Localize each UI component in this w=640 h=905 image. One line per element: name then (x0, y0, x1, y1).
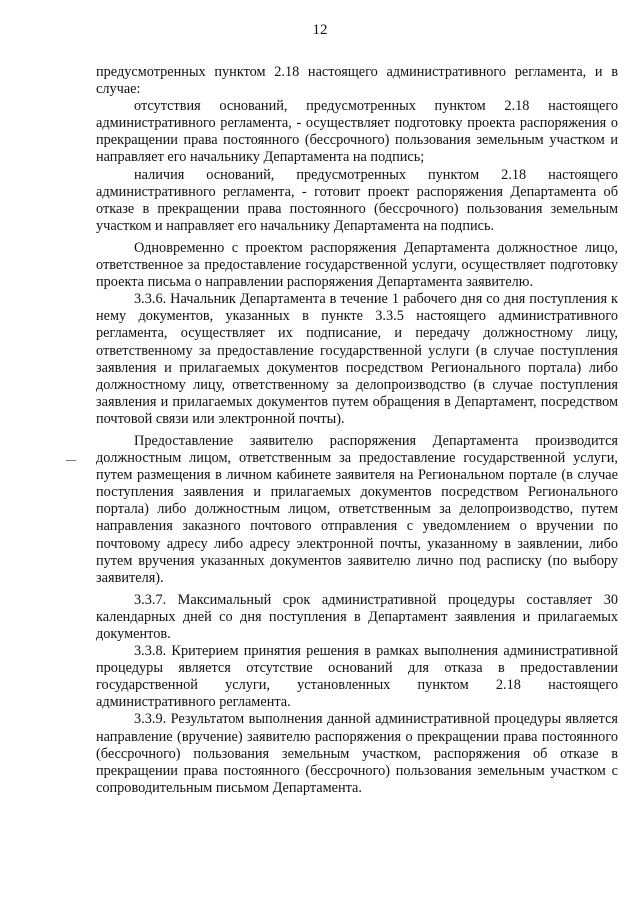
paragraph-letter-draft: Одновременно с проектом распоряжения Департамента должностное лицо, ответственное за предоставление государственной услуги, осуществляет подготовку проекта письма о направлении распоряжения Департамента заявителю. (96, 239, 618, 291)
paragraph-no-grounds: отсутствия оснований, предусмотренных пунктом 2.18 настоящего административного регламента, - осуществляет подготовку проекта распоряжения о прекращении права постоянного (бессрочного) пользования земельным участком и направляет его начальнику Департамента на подпись; (96, 98, 618, 166)
paragraph-3-3-9: 3.3.9. Результатом выполнения данной административной процедуры является направление (вручение) заявителю распоряжения о прекращении права постоянного (бессрочного) пользования земельным участком, распоряжения об отказе в прекращении права постоянного (бессрочного) пользования земельным участком с сопроводительным письмом Департамента. (96, 711, 618, 796)
document-body (96, 64, 618, 797)
paragraph-3-3-7: 3.3.7. Максимальный срок административной процедуры составляет 30 календарных дней со дня поступления в Департамент заявления и прилагаемых документов. (96, 591, 618, 642)
paragraph-3-3-6: 3.3.6. Начальник Департамента в течение 1 рабочего дня со дня поступления к нему документов, указанных в пункте 3.3.5 настоящего административного регламента, осуществляет их подписание, и передачу должностному лицу, ответственному за предоставление государственной услуги (в случае поступления заявления и прилагаемых документов посредством Регионального портала) либо должностному лицу, ответственному за делопроизводство (в случае поступления заявления и прилагаемых документов путем обращения в Департамент, посредством почтовой связи или электронной почты). (96, 291, 618, 427)
page-number: 12 (312, 22, 328, 38)
margin-mark (66, 460, 76, 461)
paragraph-grounds: наличия оснований, предусмотренных пунктом 2.18 настоящего административного регламента, - готовит проект распоряжения Департамента об отказе в прекращении права постоянного (бессрочного) пользования земельным участком и направляет его начальнику Департамента на подпись. (96, 166, 618, 234)
paragraph-3-3-8: 3.3.8. Критерием принятия решения в рамках выполнения административной процедуры является отсутствие оснований для отказа в предоставлении государственной услуги, установленных пунктом 2.18 настоящего административного регламента. (96, 643, 618, 711)
paragraph-delivery: Предоставление заявителю распоряжения Департамента производится должностным лицом, ответственным за предоставление государственной услуги, путем размещения в личном кабинете заявителя на Региональном портале (в случае поступления заявления и прилагаемых документов посредством Регионального портала) либо должностным лицом, ответственным за делопроизводство, путем направления заказного почтового отправления с уведомлением о вручении по почтовому адресу либо адресу электронной почты, указанному в заявлении, либо путем вручения указанных документов заявителю лично под расписку (по выбору заявителя). (96, 432, 618, 586)
paragraph-continuation: предусмотренных пунктом 2.18 настоящего административного регламента, и в случае: (96, 64, 618, 98)
